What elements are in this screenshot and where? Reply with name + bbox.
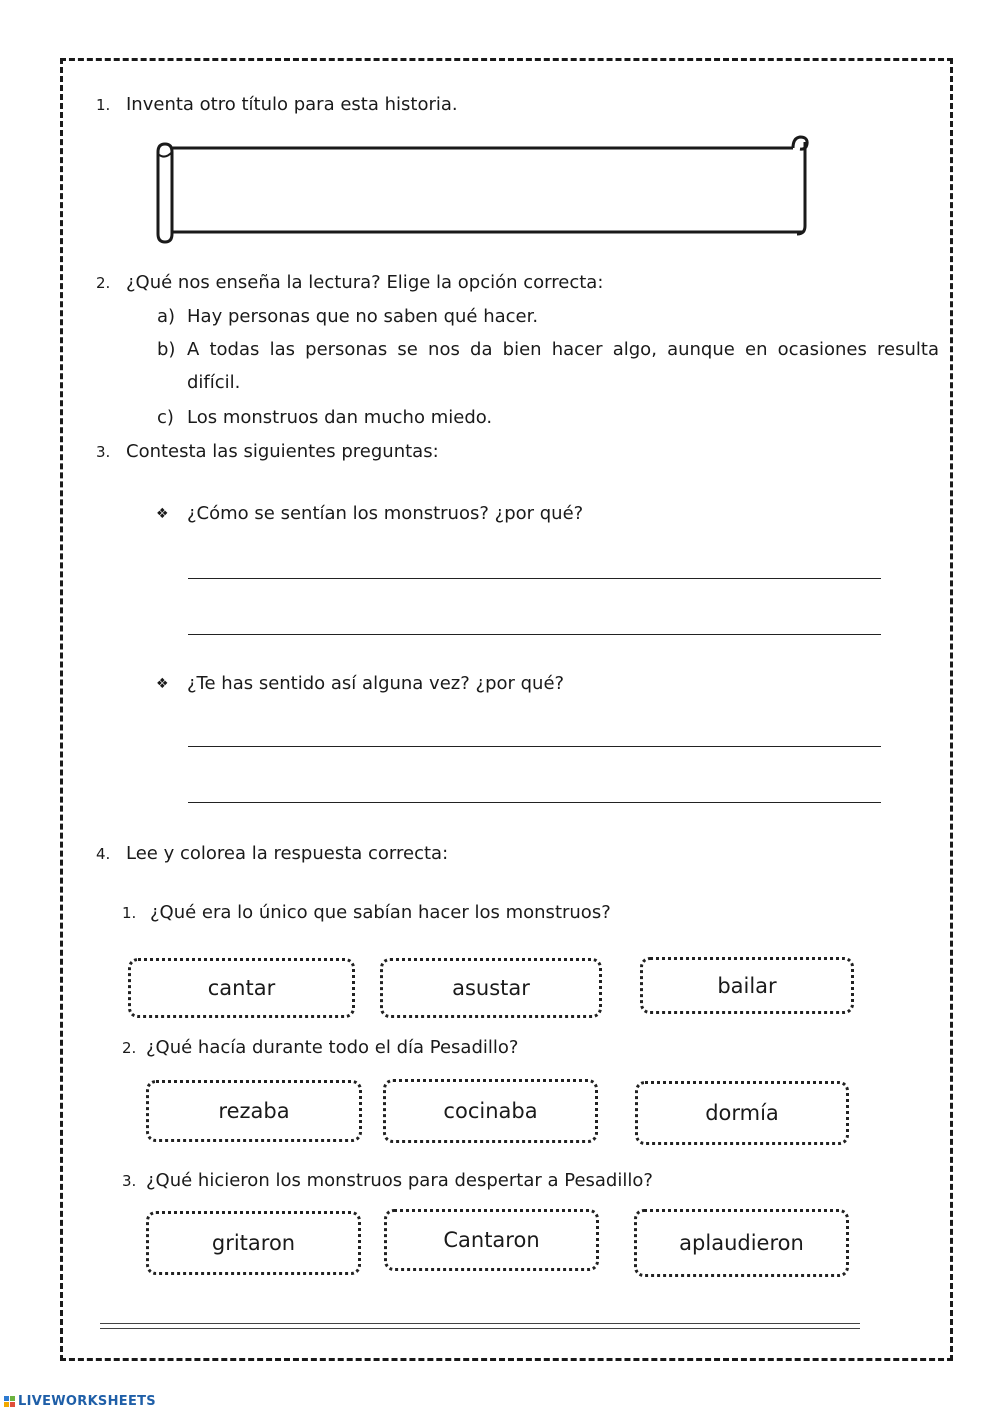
choice-box[interactable]: cocinaba: [383, 1079, 598, 1143]
answer-line[interactable]: [188, 746, 881, 747]
q4-item-3-text: ¿Qué hicieron los monstruos para despertar a Pesadillo?: [146, 1170, 653, 1191]
q3-question-2: ¿Te has sentido así alguna vez? ¿por qué?: [187, 673, 565, 694]
q2-text: ¿Qué nos enseña la lectura? Elige la opción correcta:: [126, 272, 604, 293]
choice-box[interactable]: bailar: [640, 957, 854, 1014]
q1-text: Inventa otro título para esta historia.: [126, 94, 458, 115]
q3-bullet-2: ❖: [156, 676, 169, 692]
q2-option-b-continuation: difícil.: [187, 372, 241, 393]
bottom-rule: [100, 1328, 860, 1329]
q3-number: 3.: [96, 443, 111, 461]
choice-box[interactable]: asustar: [380, 958, 602, 1018]
q2-option-a-text[interactable]: Hay personas que no saben qué hacer.: [187, 306, 539, 327]
q4-item-2-number: 2.: [122, 1039, 137, 1057]
choice-box[interactable]: rezaba: [146, 1080, 362, 1142]
bottom-rule: [100, 1323, 860, 1324]
answer-line[interactable]: [188, 634, 881, 635]
q3-text: Contesta las siguientes preguntas:: [126, 441, 439, 462]
footer-brand[interactable]: [4, 1394, 156, 1409]
choice-box[interactable]: dormía: [635, 1081, 849, 1145]
q2-option-b-letter: b): [157, 339, 176, 360]
q4-item-3-number: 3.: [122, 1172, 137, 1190]
q2-option-a-letter: a): [157, 306, 176, 327]
choice-box[interactable]: cantar: [128, 958, 355, 1018]
choice-box[interactable]: gritaron: [146, 1211, 361, 1275]
q2-option-c-text[interactable]: Los monstruos dan mucho miedo.: [187, 407, 493, 428]
choice-box[interactable]: aplaudieron: [634, 1209, 849, 1277]
title-scroll-answer-box[interactable]: [148, 130, 813, 250]
q4-item-1-number: 1.: [122, 904, 137, 922]
q2-option-c-letter: c): [157, 407, 174, 428]
q4-item-2-text: ¿Qué hacía durante todo el día Pesadillo?: [146, 1037, 519, 1058]
q4-number: 4.: [96, 845, 111, 863]
answer-line[interactable]: [188, 578, 881, 579]
q4-text: Lee y colorea la respuesta correcta:: [126, 843, 449, 864]
q3-question-1: ¿Cómo se sentían los monstruos? ¿por qué?: [187, 503, 584, 524]
q1-number: 1.: [96, 96, 111, 114]
q2-number: 2.: [96, 274, 111, 292]
answer-line[interactable]: [188, 802, 881, 803]
q4-item-1-text: ¿Qué era lo único que sabían hacer los monstruos?: [150, 902, 611, 923]
q2-option-b-text[interactable]: A todas las personas se nos da bien hacer algo, aunque en ocasiones resulta: [187, 339, 939, 360]
liveworksheets-logo-icon: [4, 1396, 15, 1407]
footer-brand-text: LIVEWORKSHEETS: [18, 1394, 156, 1409]
worksheet-frame: [60, 58, 953, 1361]
q3-bullet-1: ❖: [156, 506, 169, 522]
choice-box[interactable]: Cantaron: [384, 1209, 599, 1271]
